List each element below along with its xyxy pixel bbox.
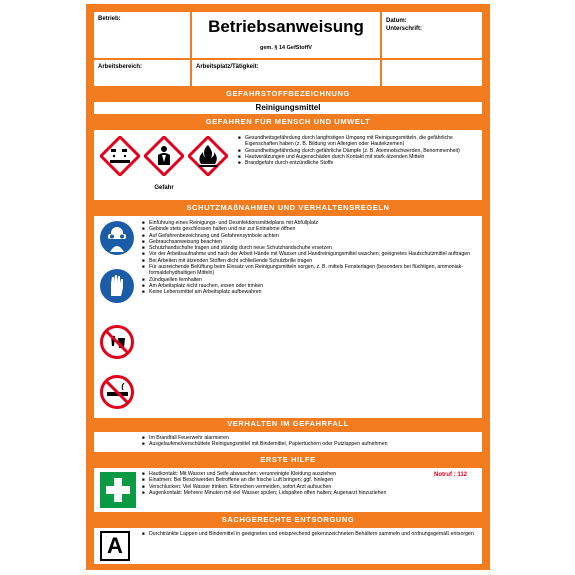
no-food-drink-icon: [99, 324, 135, 360]
list-item: ■ Verschlucken: Viel Wasser trinken. Erbrechen vermeiden, sofort Arzt aufsuchen: [142, 484, 432, 490]
list-item: ■ Gesundheitsgefährdung durch langfristigen Umgang mit Reinigungsmitteln, die gefährliche Eigenschaften haben (z. B. Bildung von Allergien oder Hautekzemen): [238, 135, 478, 148]
list-item: ■ Einführung eines Reinigungs- und Desinfektionsmittelplans mit Abfüllplatz: [142, 220, 478, 226]
list-item: ■ Gebrauchsanweisung beachten: [142, 239, 478, 245]
hazards-box: [94, 130, 482, 200]
protective-measures-box: [94, 216, 482, 426]
disposal-list: [142, 531, 478, 537]
list-item: ■ Hautverätzungen und Augenschäden durch Kontakt mit stark ätzenden Mitteln: [238, 154, 478, 160]
page-title: Betriebsanweisung: [208, 17, 364, 36]
disposal-box: [94, 528, 482, 564]
emergency-box: [94, 432, 482, 452]
unterschrift-label: Unterschrift:: [386, 26, 423, 32]
section-header-gefahrstoff: GEFAHRSTOFFBEZEICHNUNG: [94, 88, 482, 100]
arbeitsplatz-box: [192, 60, 380, 86]
section-header-gefahrfall: VERHALTEN IM GEFAHRFALL: [94, 418, 482, 430]
title-box: [192, 12, 380, 58]
arbeitsbereich-label: Arbeitsbereich:: [98, 64, 143, 70]
list-item: ■ Hautkontakt: Mit Wasser und Seife abwaschen; verunreinigte Kleidung ausziehen: [142, 471, 432, 477]
list-item: ■ Für ausreichende Belüftung beim Einsatz von Reinigungsmitteln sorgen, z. B. mittels Fensterlagen (besonders bei flüchtigen, ammoniak- formaldehydhaltigen Mitteln): [142, 264, 478, 277]
list-item: ■ Durchtränkte Lappen und Bindemittel in geeigneten und entsprechend gekennzeichneten Behältern sammeln und ordnungsgemäß entsorgen: [142, 531, 478, 537]
list-item: ■ Gesundheitsgefährdung durch gefährliche Dämpfe (z. B. Atemnotschwerden, Benommenheit): [238, 148, 478, 154]
arbeitsbereich-box: [94, 60, 190, 86]
hazards-list: [238, 135, 478, 166]
list-item: ■ Augenkontakt: Mehrere Minuten mit viel Wasser spülen; Lidspalten offen halten; Augenarzt hinzuziehen: [142, 490, 432, 496]
health-hazard-icon: [144, 136, 184, 176]
substance-name: Reinigungsmittel: [255, 103, 321, 112]
section-header-entsorgung: SACHGERECHTE ENTSORGUNG: [94, 514, 482, 526]
eye-protection-icon: [99, 220, 135, 256]
datum-label: Datum:: [386, 18, 407, 24]
list-item: ■ Am Arbeitsplatz nicht rauchen, essen oder trinken: [142, 283, 478, 289]
datum-box: [382, 12, 482, 58]
arbeitsplatz-label: Arbeitsplatz/Tätigkeit:: [196, 64, 259, 70]
emergency-number: Notruf : 112: [434, 472, 468, 478]
waste-category-icon: [100, 531, 130, 561]
betrieb-label: Betrieb:: [98, 16, 121, 22]
no-smoking-icon: [99, 374, 135, 410]
waste-category-letter: A: [107, 533, 123, 558]
list-item: ■ Zündquellen fernhalten: [142, 277, 478, 283]
operating-instructions-sheet: [86, 4, 490, 570]
section-header-gefahren: GEFAHREN FÜR MENSCH UND UMWELT: [94, 116, 482, 128]
flammable-icon: [188, 136, 228, 176]
section-header-schutz: SCHUTZMAßNAHMEN UND VERHALTENSREGELN: [94, 202, 482, 214]
betrieb-box: [94, 12, 190, 58]
first-aid-icon: [100, 472, 136, 508]
substance-name-box: [94, 102, 482, 114]
list-item: ■ Ausgelaufene/verschüttete Reinigungsmittel mit Bindemittel, Papiertüchern oder Putzlappen aufnehmen: [142, 441, 478, 447]
arbeitsplatz-extra-box: [382, 60, 482, 86]
first-aid-list: [142, 471, 432, 496]
protective-measures-list: [142, 220, 478, 296]
list-item: ■ Im Brandfall Feuerwehr alarmieren: [142, 435, 478, 441]
list-item: ■ Gebinde stets geschlossen halten und nur zur Entnahme öffnen: [142, 226, 478, 232]
list-item: ■ Vor der Arbeitsaufnahme und nach der Arbeit Hände mit Wasser und Handreinigungsmittel waschen; geeignetes Hautschutzmittel auftragen: [142, 251, 478, 257]
list-item: ■ Bei Arbeiten mit ätzenden Stoffen dicht schließende Schutzbrille tragen: [142, 258, 478, 264]
first-aid-box: [94, 468, 482, 512]
corrosive-icon: [100, 136, 140, 176]
signal-word: Gefahr: [154, 185, 174, 191]
gloves-icon: [99, 268, 135, 304]
list-item: ■ Brandgefahr durch entzündliche Stoffe: [238, 160, 478, 166]
list-item: ■ Keine Lebensmittel am Arbeitsplatz aufbewahren: [142, 289, 478, 295]
section-header-erste-hilfe: ERSTE HILFE: [94, 454, 482, 466]
emergency-list: [142, 435, 478, 448]
list-item: ■ Auf Gefahrenbezeichnung und Gefahrensymbole achten: [142, 233, 478, 239]
list-item: ■ Schutzhandschuhe tragen und ständig durch neue Schutzhandschuhe ersetzen: [142, 245, 478, 251]
page-subtitle: gem. § 14 GefStoffV: [260, 45, 312, 51]
list-item: ■ Einatmen: Bei Beschwerden Betroffene an die frische Luft bringen; ggf. hinlegen: [142, 477, 432, 483]
